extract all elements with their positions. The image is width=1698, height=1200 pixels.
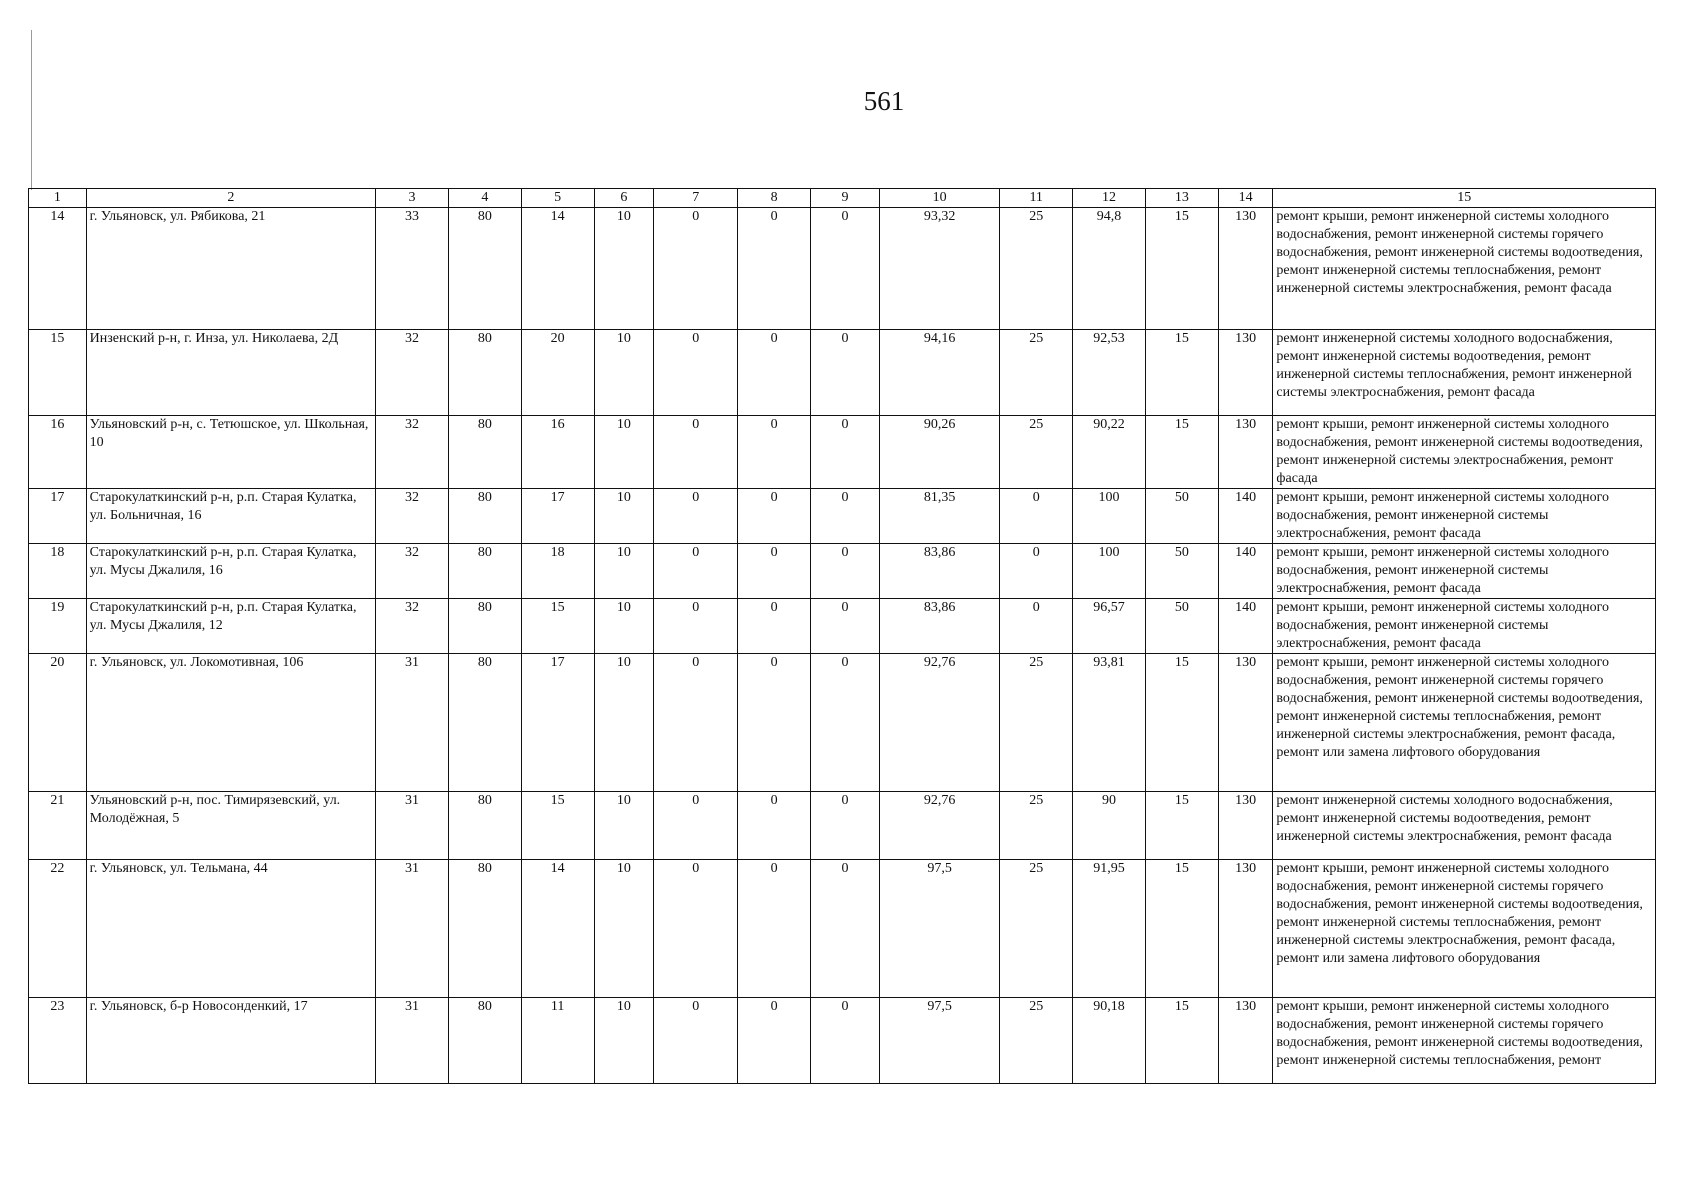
value-cell: 33: [376, 208, 449, 330]
value-cell: 130: [1218, 208, 1273, 330]
value-cell: 0: [654, 792, 738, 860]
value-cell: 0: [811, 489, 880, 544]
row-number-cell: 16: [29, 416, 87, 489]
col-header: 13: [1145, 189, 1218, 208]
value-cell: 32: [376, 489, 449, 544]
value-cell: 90,26: [879, 416, 999, 489]
col-header: 15: [1273, 189, 1656, 208]
value-cell: 83,86: [879, 544, 999, 599]
value-cell: 0: [1000, 599, 1073, 654]
works-cell: ремонт крыши, ремонт инженерной системы холодного водоснабжения, ремонт инженерной системы горячего водоснабжения, ремонт инженерной системы водоотведения, ремонт инженерной системы теплоснабжения, ремонт инженерной системы электроснабжения, ремонт фасада: [1273, 208, 1656, 330]
col-header: 5: [521, 189, 594, 208]
value-cell: 0: [738, 330, 811, 416]
value-cell: 80: [448, 208, 521, 330]
value-cell: 25: [1000, 330, 1073, 416]
table-row: [29, 792, 1656, 860]
value-cell: 80: [448, 330, 521, 416]
value-cell: 15: [1145, 416, 1218, 489]
address-cell: Инзенский р-н, г. Инза, ул. Николаева, 2Д: [86, 330, 375, 416]
value-cell: 0: [654, 860, 738, 998]
row-number-cell: 23: [29, 998, 87, 1084]
value-cell: 0: [811, 792, 880, 860]
col-header: 9: [811, 189, 880, 208]
value-cell: 14: [521, 860, 594, 998]
col-header: 11: [1000, 189, 1073, 208]
table-row: [29, 489, 1656, 544]
works-cell: ремонт крыши, ремонт инженерной системы холодного водоснабжения, ремонт инженерной системы электроснабжения, ремонт фасада: [1273, 599, 1656, 654]
value-cell: 31: [376, 998, 449, 1084]
value-cell: 130: [1218, 860, 1273, 998]
value-cell: 0: [654, 208, 738, 330]
works-cell: ремонт инженерной системы холодного водоснабжения, ремонт инженерной системы водоотведения, ремонт инженерной системы электроснабжения, ремонт фасада: [1273, 792, 1656, 860]
value-cell: 50: [1145, 544, 1218, 599]
value-cell: 90,22: [1073, 416, 1146, 489]
value-cell: 80: [448, 416, 521, 489]
value-cell: 90,18: [1073, 998, 1146, 1084]
row-number-cell: 15: [29, 330, 87, 416]
row-number-cell: 21: [29, 792, 87, 860]
row-number-cell: 22: [29, 860, 87, 998]
value-cell: 15: [1145, 654, 1218, 792]
address-cell: г. Ульяновск, ул. Локомотивная, 106: [86, 654, 375, 792]
value-cell: 90: [1073, 792, 1146, 860]
value-cell: 10: [594, 998, 654, 1084]
col-header: 8: [738, 189, 811, 208]
value-cell: 20: [521, 330, 594, 416]
address-cell: Старокулаткинский р-н, р.п. Старая Кулатка, ул. Больничная, 16: [86, 489, 375, 544]
value-cell: 130: [1218, 792, 1273, 860]
value-cell: 0: [654, 330, 738, 416]
value-cell: 140: [1218, 599, 1273, 654]
col-header: 4: [448, 189, 521, 208]
value-cell: 0: [811, 208, 880, 330]
table-row: [29, 599, 1656, 654]
value-cell: 0: [811, 544, 880, 599]
value-cell: 25: [1000, 792, 1073, 860]
col-header: 14: [1218, 189, 1273, 208]
value-cell: 100: [1073, 489, 1146, 544]
value-cell: 0: [654, 416, 738, 489]
value-cell: 140: [1218, 489, 1273, 544]
value-cell: 130: [1218, 330, 1273, 416]
works-cell: ремонт крыши, ремонт инженерной системы холодного водоснабжения, ремонт инженерной системы электроснабжения, ремонт фасада: [1273, 544, 1656, 599]
value-cell: 0: [811, 654, 880, 792]
value-cell: 15: [1145, 860, 1218, 998]
value-cell: 80: [448, 544, 521, 599]
table-body: [29, 208, 1656, 1084]
value-cell: 25: [1000, 998, 1073, 1084]
value-cell: 94,8: [1073, 208, 1146, 330]
col-header: 6: [594, 189, 654, 208]
value-cell: 130: [1218, 998, 1273, 1084]
value-cell: 0: [811, 416, 880, 489]
value-cell: 25: [1000, 208, 1073, 330]
value-cell: 81,35: [879, 489, 999, 544]
table-row: [29, 998, 1656, 1084]
value-cell: 0: [738, 599, 811, 654]
value-cell: 0: [811, 599, 880, 654]
value-cell: 80: [448, 792, 521, 860]
value-cell: 0: [738, 654, 811, 792]
row-number-cell: 18: [29, 544, 87, 599]
value-cell: 31: [376, 792, 449, 860]
value-cell: 83,86: [879, 599, 999, 654]
value-cell: 96,57: [1073, 599, 1146, 654]
value-cell: 15: [1145, 792, 1218, 860]
address-cell: Старокулаткинский р-н, р.п. Старая Кулатка, ул. Мусы Джалиля, 12: [86, 599, 375, 654]
value-cell: 130: [1218, 416, 1273, 489]
value-cell: 92,76: [879, 654, 999, 792]
row-number-cell: 20: [29, 654, 87, 792]
value-cell: 17: [521, 489, 594, 544]
value-cell: 15: [521, 599, 594, 654]
value-cell: 0: [738, 998, 811, 1084]
value-cell: 92,53: [1073, 330, 1146, 416]
value-cell: 10: [594, 654, 654, 792]
value-cell: 140: [1218, 544, 1273, 599]
table-row: [29, 544, 1656, 599]
value-cell: 80: [448, 860, 521, 998]
value-cell: 0: [738, 489, 811, 544]
value-cell: 25: [1000, 654, 1073, 792]
value-cell: 18: [521, 544, 594, 599]
value-cell: 0: [738, 860, 811, 998]
value-cell: 32: [376, 544, 449, 599]
value-cell: 0: [1000, 489, 1073, 544]
value-cell: 50: [1145, 489, 1218, 544]
table-row: [29, 416, 1656, 489]
value-cell: 10: [594, 416, 654, 489]
column-number-row: [29, 189, 1656, 208]
row-number-cell: 17: [29, 489, 87, 544]
address-cell: г. Ульяновск, б-р Новосонденкий, 17: [86, 998, 375, 1084]
value-cell: 15: [1145, 330, 1218, 416]
works-cell: ремонт инженерной системы холодного водоснабжения, ремонт инженерной системы водоотведения, ремонт инженерной системы теплоснабжения, ремонт инженерной системы электроснабжения, ремонт фасада: [1273, 330, 1656, 416]
value-cell: 0: [654, 544, 738, 599]
value-cell: 10: [594, 208, 654, 330]
value-cell: 92,76: [879, 792, 999, 860]
value-cell: 100: [1073, 544, 1146, 599]
value-cell: 17: [521, 654, 594, 792]
value-cell: 10: [594, 860, 654, 998]
value-cell: 0: [654, 489, 738, 544]
value-cell: 25: [1000, 416, 1073, 489]
value-cell: 31: [376, 654, 449, 792]
table-row: [29, 860, 1656, 998]
works-cell: ремонт крыши, ремонт инженерной системы холодного водоснабжения, ремонт инженерной системы водоотведения, ремонт инженерной системы электроснабжения, ремонт фасада: [1273, 416, 1656, 489]
value-cell: 10: [594, 544, 654, 599]
col-header: 7: [654, 189, 738, 208]
value-cell: 25: [1000, 860, 1073, 998]
works-cell: ремонт крыши, ремонт инженерной системы холодного водоснабжения, ремонт инженерной системы горячего водоснабжения, ремонт инженерной системы водоотведения, ремонт инженерной системы теплоснабжения, ремонт инженерной системы электроснабжения, ремонт фасада, ремонт или замена лифтового оборудования: [1273, 860, 1656, 998]
table-row: [29, 330, 1656, 416]
value-cell: 91,95: [1073, 860, 1146, 998]
value-cell: 15: [521, 792, 594, 860]
value-cell: 0: [654, 998, 738, 1084]
value-cell: 15: [1145, 208, 1218, 330]
value-cell: 80: [448, 654, 521, 792]
value-cell: 32: [376, 330, 449, 416]
works-cell: ремонт крыши, ремонт инженерной системы холодного водоснабжения, ремонт инженерной системы электроснабжения, ремонт фасада: [1273, 489, 1656, 544]
value-cell: 93,32: [879, 208, 999, 330]
value-cell: 10: [594, 330, 654, 416]
value-cell: 0: [738, 792, 811, 860]
works-cell: ремонт крыши, ремонт инженерной системы холодного водоснабжения, ремонт инженерной системы горячего водоснабжения, ремонт инженерной системы водоотведения, ремонт инженерной системы теплоснабжения, ремонт инженерной системы электроснабжения, ремонт фасада, ремонт или замена лифтового оборудования: [1273, 654, 1656, 792]
value-cell: 31: [376, 860, 449, 998]
value-cell: 80: [448, 489, 521, 544]
row-number-cell: 19: [29, 599, 87, 654]
value-cell: 16: [521, 416, 594, 489]
value-cell: 0: [738, 416, 811, 489]
value-cell: 97,5: [879, 998, 999, 1084]
page-number: 561: [863, 86, 905, 116]
value-cell: 80: [448, 599, 521, 654]
value-cell: 97,5: [879, 860, 999, 998]
col-header: 12: [1073, 189, 1146, 208]
value-cell: 14: [521, 208, 594, 330]
value-cell: 11: [521, 998, 594, 1084]
value-cell: 50: [1145, 599, 1218, 654]
value-cell: 93,81: [1073, 654, 1146, 792]
col-header: 1: [29, 189, 87, 208]
value-cell: 130: [1218, 654, 1273, 792]
value-cell: 0: [811, 330, 880, 416]
address-cell: Ульяновский р-н, пос. Тимирязевский, ул. Молодёжная, 5: [86, 792, 375, 860]
table-row: [29, 654, 1656, 792]
value-cell: 15: [1145, 998, 1218, 1084]
value-cell: 94,16: [879, 330, 999, 416]
value-cell: 32: [376, 599, 449, 654]
value-cell: 10: [594, 489, 654, 544]
col-header: 10: [879, 189, 999, 208]
value-cell: 0: [654, 599, 738, 654]
works-cell: ремонт крыши, ремонт инженерной системы холодного водоснабжения, ремонт инженерной системы горячего водоснабжения, ремонт инженерной системы водоотведения, ремонт инженерной системы теплоснабжения, ремонт: [1273, 998, 1656, 1084]
value-cell: 10: [594, 599, 654, 654]
address-cell: Ульяновский р-н, с. Тетюшское, ул. Школьная, 10: [86, 416, 375, 489]
value-cell: 0: [1000, 544, 1073, 599]
value-cell: 10: [594, 792, 654, 860]
value-cell: 0: [811, 860, 880, 998]
value-cell: 0: [738, 208, 811, 330]
col-header: 2: [86, 189, 375, 208]
value-cell: 32: [376, 416, 449, 489]
address-cell: Старокулаткинский р-н, р.п. Старая Кулатка, ул. Мусы Джалиля, 16: [86, 544, 375, 599]
row-number-cell: 14: [29, 208, 87, 330]
table-row: [29, 208, 1656, 330]
address-cell: г. Ульяновск, ул. Рябикова, 21: [86, 208, 375, 330]
col-header: 3: [376, 189, 449, 208]
repair-program-table: [28, 188, 1656, 1084]
value-cell: 0: [738, 544, 811, 599]
address-cell: г. Ульяновск, ул. Тельмана, 44: [86, 860, 375, 998]
value-cell: 80: [448, 998, 521, 1084]
value-cell: 0: [811, 998, 880, 1084]
value-cell: 0: [654, 654, 738, 792]
